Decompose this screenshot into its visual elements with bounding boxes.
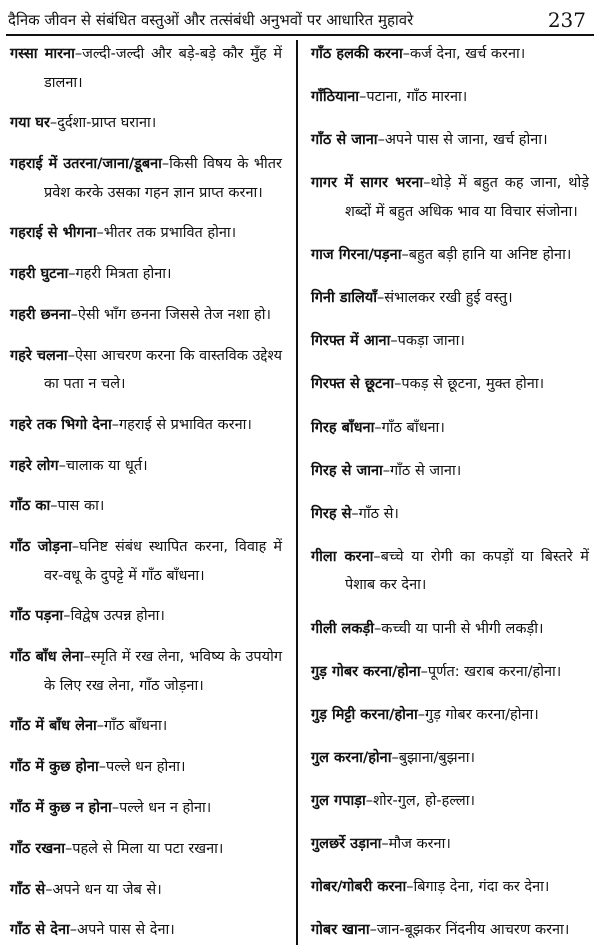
idiom-entry bbox=[311, 744, 589, 773]
idiom-term: गिरफ्त से छूटना bbox=[311, 376, 395, 393]
idiom-definition: –गाँठ बाँधना। bbox=[374, 419, 445, 436]
idiom-definition: –दुर्दशा-प्राप्त घराना। bbox=[49, 115, 157, 132]
left-column bbox=[10, 40, 282, 945]
idiom-term: गुड़ मिट्टी करना/होना bbox=[311, 706, 418, 723]
idiom-entry bbox=[311, 701, 589, 730]
idiom-entry bbox=[10, 411, 282, 440]
idiom-term: गिरह से जाना bbox=[311, 462, 383, 479]
idiom-term: गीली लकड़ी bbox=[311, 620, 375, 637]
idiom-entry bbox=[10, 109, 282, 138]
idiom-term: गिरह बाँधना bbox=[311, 419, 375, 436]
idiom-definition: –पूर्णत: खराब करना/होना। bbox=[420, 663, 562, 680]
idiom-term: गाँठ से जाना bbox=[311, 132, 378, 149]
idiom-term: गाँठ हलकी करना bbox=[311, 46, 403, 62]
idiom-definition: –पल्ले धन न होना। bbox=[111, 799, 212, 816]
idiom-entry bbox=[311, 83, 589, 112]
idiom-entry bbox=[311, 370, 589, 399]
idiom-definition: –पास का। bbox=[50, 498, 105, 515]
idiom-entry bbox=[10, 40, 282, 97]
idiom-entry bbox=[311, 457, 589, 486]
idiom-entry bbox=[311, 543, 589, 600]
idiom-entry bbox=[311, 126, 589, 155]
idiom-definition: –पटाना, गाँठ मारना। bbox=[359, 89, 468, 106]
idiom-definition: –किसी विषय के भीतर प्रवेश करके उसका गहन ज्ञान प्राप्त करना। bbox=[44, 156, 282, 201]
idiom-term: गहरे चलना bbox=[10, 347, 68, 364]
idiom-term: गया घर bbox=[10, 115, 50, 132]
idiom-term: गोबर खाना bbox=[311, 922, 370, 939]
idiom-entry bbox=[10, 219, 282, 248]
idiom-definition: –गुड़ गोबर करना/होना। bbox=[417, 706, 539, 723]
idiom-definition: –मौज करना। bbox=[381, 836, 451, 853]
page-header bbox=[6, 4, 594, 36]
idiom-entry bbox=[311, 500, 589, 529]
idiom-term: गाँठ में कुछ होना bbox=[10, 759, 99, 776]
idiom-definition: –ऐसा आचरण करना कि वास्तविक उद्देश्य का पता न चले। bbox=[44, 347, 282, 393]
idiom-entry bbox=[10, 150, 282, 207]
idiom-term: गहरे लोग bbox=[10, 457, 59, 474]
idiom-definition: –स्मृति में रख लेना, भविष्य के उपयोग के लिए रख लेना, गाँठ जोड़ना। bbox=[44, 649, 282, 694]
idiom-entry bbox=[10, 753, 282, 782]
idiom-definition: –भीतर तक प्रभावित होना। bbox=[96, 225, 237, 242]
idiom-term: गहरी घुटना bbox=[10, 266, 69, 283]
idiom-entry bbox=[311, 615, 589, 644]
idiom-definition: –अपने धन या जेब से। bbox=[45, 881, 162, 898]
idiom-term: गाँठ बाँध लेना bbox=[10, 649, 84, 666]
idiom-term: गुल गपाड़ा bbox=[311, 793, 366, 809]
idiom-entry bbox=[10, 301, 282, 330]
idiom-term: गाँठ पड़ना bbox=[10, 608, 64, 625]
idiom-definition: –पहले से मिला या पटा रखना। bbox=[65, 840, 224, 857]
idiom-definition: –संभालकर रखी हुई वस्तु। bbox=[377, 290, 513, 307]
idiom-term: गहराई से भीगना bbox=[10, 225, 97, 242]
idiom-term: गाँठ में कुछ न होना bbox=[10, 799, 112, 816]
idiom-term: गागर में सागर भरना bbox=[311, 175, 424, 192]
idiom-entry bbox=[10, 452, 282, 481]
idiom-entry bbox=[10, 342, 282, 399]
idiom-term: गोबर/गोबरी करना bbox=[311, 879, 407, 896]
idiom-definition: –घनिष्ट संबंध स्थापित करना, विवाह में वर-वधू के दुपट्टे में गाँठ बाँधना। bbox=[44, 539, 283, 584]
idiom-entry bbox=[10, 794, 282, 823]
idiom-entry bbox=[311, 916, 589, 945]
idiom-term: गुल करना/होना bbox=[311, 749, 392, 766]
idiom-term: गाँठियाना bbox=[311, 89, 360, 106]
idiom-entry bbox=[311, 873, 589, 902]
idiom-term: गीला करना bbox=[311, 548, 374, 565]
idiom-term: गाँठ रखना bbox=[10, 840, 65, 857]
idiom-entry bbox=[311, 830, 589, 859]
idiom-entry bbox=[10, 492, 282, 521]
idiom-term: गस्सा मारना bbox=[10, 46, 75, 62]
idiom-definition: –जल्दी-जल्दी और बड़े-बड़े कौर मुँह में डालना। bbox=[44, 46, 283, 91]
idiom-definition: –जान-बूझकर निंदनीय आचरण करना। bbox=[369, 922, 570, 939]
idiom-definition: –थोड़े में बहुत कह जाना, थोड़े शब्दों में बहुत अधिक भाव या विचार संजोना। bbox=[345, 175, 590, 220]
idiom-term: गुलछर्रे उड़ाना bbox=[311, 836, 382, 853]
idiom-entry bbox=[10, 260, 282, 289]
idiom-definition: –गाँठ बाँधना। bbox=[96, 718, 168, 735]
idiom-definition: –अपने पास से देना। bbox=[69, 922, 175, 939]
column-divider bbox=[296, 40, 298, 945]
idiom-entry bbox=[10, 643, 282, 700]
idiom-entry bbox=[311, 241, 589, 270]
idiom-entry bbox=[10, 835, 282, 864]
idiom-term: गाँठ से देना bbox=[10, 922, 70, 939]
idiom-term: गिरह से bbox=[311, 505, 352, 522]
idiom-definition: –कर्ज देना, खर्च करना। bbox=[402, 46, 526, 62]
idiom-entry bbox=[10, 876, 282, 905]
page-number: 237 bbox=[547, 8, 586, 32]
idiom-definition: –बहुत बड़ी हानि या अनिष्ट होना। bbox=[401, 247, 572, 263]
right-column bbox=[311, 40, 589, 945]
idiom-entry bbox=[311, 40, 589, 69]
idiom-entry bbox=[10, 602, 282, 631]
idiom-definition: –शोर-गुल, हो-हल्ला। bbox=[365, 793, 475, 809]
idiom-term: गाँठ से bbox=[10, 881, 46, 898]
idiom-definition: –बुझाना/बुझना। bbox=[391, 749, 475, 766]
idiom-definition: –कच्ची या पानी से भीगी लकड़ी। bbox=[374, 620, 544, 637]
idiom-entry bbox=[10, 712, 282, 741]
running-head: दैनिक जीवन से संबंधित वस्तुओं और तत्संबंधी अनुभवों पर आधारित मुहावरे bbox=[8, 11, 414, 29]
idiom-term: गुड़ गोबर करना/होना bbox=[311, 663, 421, 680]
idiom-definition: –विद्वेष उत्पन्न होना। bbox=[63, 608, 165, 625]
idiom-definition: –पकड़ से छूटना, मुक्त होना। bbox=[394, 376, 545, 393]
idiom-definition: –पल्ले धन होना। bbox=[98, 759, 186, 776]
idiom-entry bbox=[10, 916, 282, 945]
idiom-term: गिरफ्त में आना bbox=[311, 333, 391, 350]
idiom-term: गाँठ का bbox=[10, 498, 51, 515]
idiom-term: गाँठ जोड़ना bbox=[10, 539, 72, 556]
idiom-definition: –गहराई से प्रभावित करना। bbox=[111, 416, 252, 433]
idiom-entry bbox=[311, 787, 589, 816]
idiom-definition: –बिगाड़ देना, गंदा कर देना। bbox=[406, 879, 550, 896]
idiom-term: गाज गिरना/पड़ना bbox=[311, 247, 402, 263]
idiom-definition: –गहरी मित्रता होना। bbox=[68, 266, 172, 283]
idiom-entry bbox=[311, 414, 589, 443]
idiom-entry bbox=[311, 327, 589, 356]
idiom-definition: –गाँठ से। bbox=[351, 505, 399, 522]
idiom-entry bbox=[311, 284, 589, 313]
idiom-entry bbox=[311, 169, 589, 226]
idiom-definition: –चालाक या धूर्त। bbox=[58, 457, 148, 474]
idiom-term: गहराई में उतरना/जाना/डूबना bbox=[10, 156, 162, 173]
idiom-term: गहरी छनना bbox=[10, 306, 71, 323]
idiom-definition: –बच्चे या रोगी का कपड़ों या बिस्तरे में पेशाब कर देना। bbox=[345, 548, 589, 594]
idiom-term: गाँठ में बाँध लेना bbox=[10, 718, 97, 735]
idiom-definition: –अपने पास से जाना, खर्च होना। bbox=[377, 132, 548, 149]
idiom-entry bbox=[311, 658, 589, 687]
idiom-definition: –ऐसी भाँग छनना जिससे तेज नशा हो। bbox=[70, 306, 271, 323]
idiom-definition: –गाँठ से जाना। bbox=[382, 462, 462, 479]
idiom-term: गिनी डालियाँ bbox=[311, 290, 378, 307]
idiom-entry bbox=[10, 533, 282, 590]
idiom-definition: –पकड़ा जाना। bbox=[390, 333, 465, 350]
idiom-term: गहरे तक भिगो देना bbox=[10, 416, 112, 433]
